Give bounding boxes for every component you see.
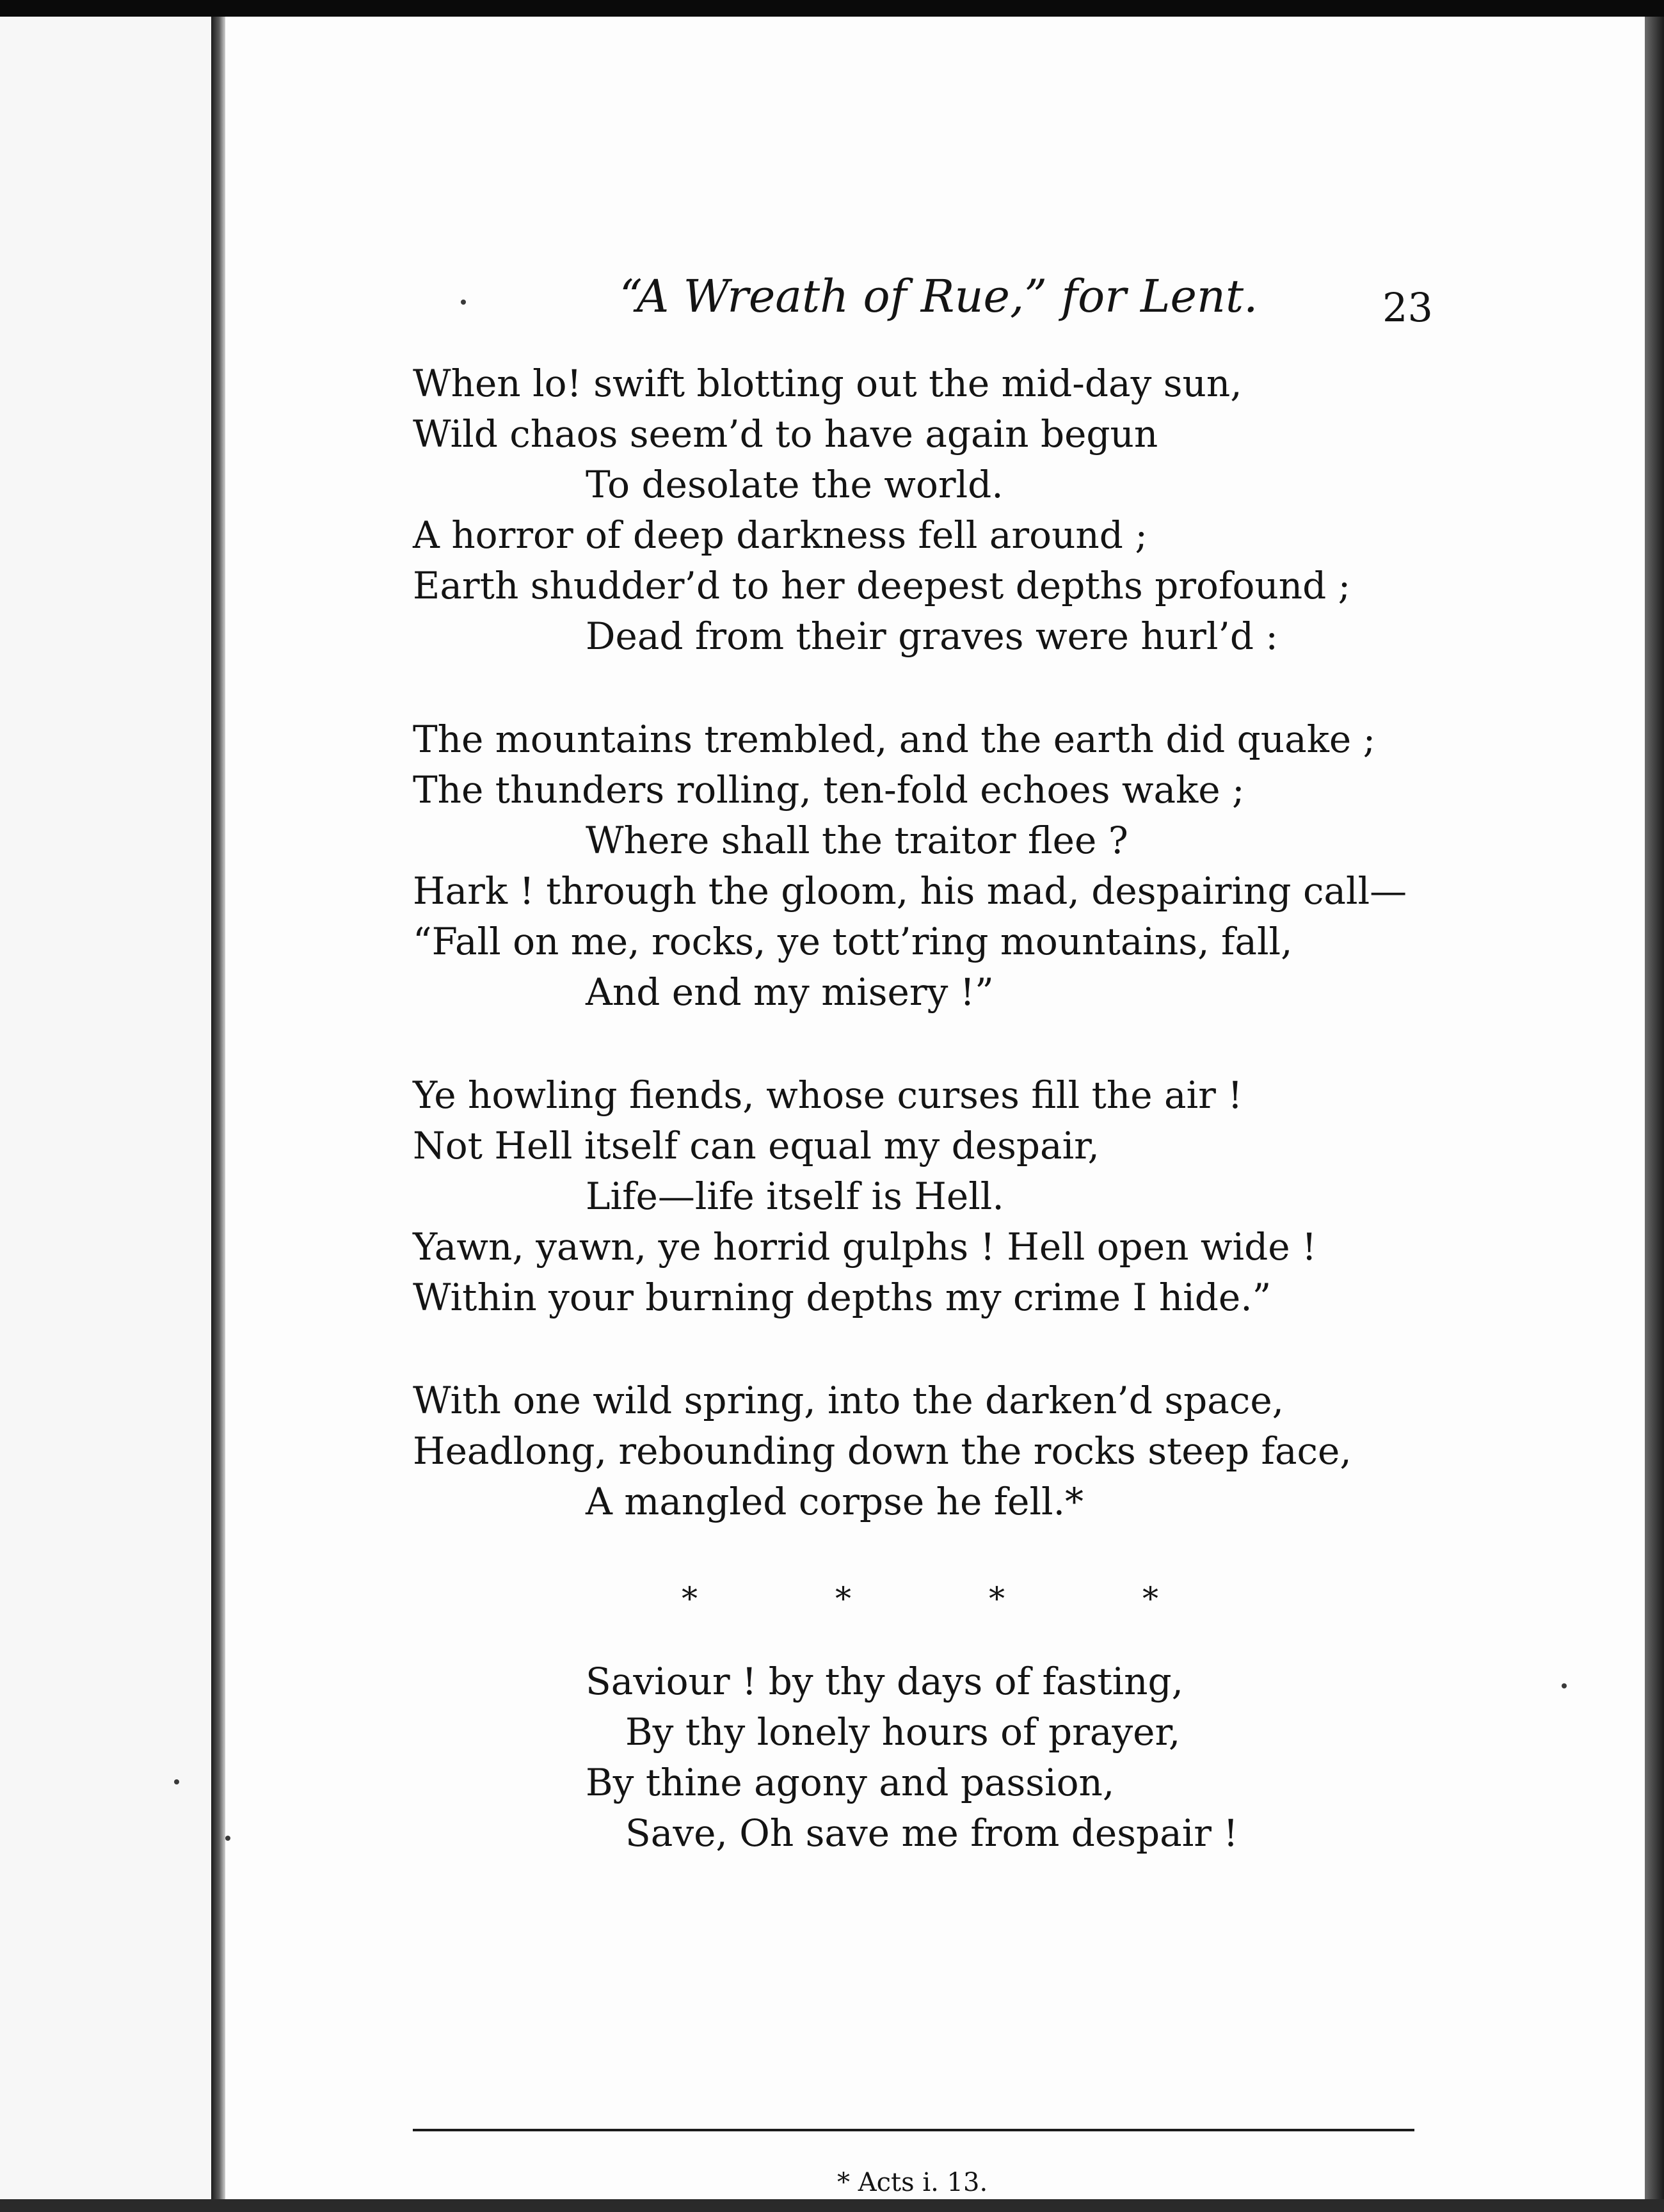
footnote: * Acts i. 13. (837, 2168, 988, 2197)
verse-line: The mountains trembled, and the earth did quake ; (413, 717, 1376, 761)
asterism-separator (413, 1580, 1450, 1618)
verse-line: Within your burning depths my crime I hide.” (413, 1276, 1272, 1319)
paper-speck (174, 1779, 179, 1784)
paper-speck (461, 300, 466, 305)
stanza-list (413, 358, 1450, 1527)
stanza (413, 358, 1450, 662)
verse-line: With one wild spring, into the darken’d space, (413, 1379, 1284, 1422)
scan-right-edge (1645, 17, 1664, 2212)
verse-line: “Fall on me, rocks, ye tott’ring mountains, fall, (413, 920, 1293, 963)
verse-line: Hark ! through the gloom, his mad, despairing call— (413, 869, 1407, 913)
scan-bottom-edge (0, 2199, 1664, 2212)
verse-line: Not Hell itself can equal my despair, (413, 1124, 1100, 1167)
verse-line: Headlong, rebounding down the rocks steep face, (413, 1429, 1352, 1473)
scan-top-edge (0, 0, 1664, 17)
verse-line: The thunders rolling, ten-fold echoes wake ; (413, 768, 1245, 812)
book-gutter (211, 17, 225, 2212)
asterisk: * (835, 1580, 851, 1617)
prayer-line: Save, Oh save me from despair ! (625, 1811, 1238, 1855)
prayer-line: Saviour ! by thy days of fasting, (586, 1660, 1184, 1703)
verse-line: A mangled corpse he fell.* (586, 1480, 1084, 1523)
paper-speck (1562, 1683, 1567, 1688)
stanza (413, 714, 1450, 1018)
running-title: “A Wreath of Rue,” for Lent. (620, 270, 1258, 323)
asterisk: * (1142, 1580, 1158, 1617)
prayer-line: By thy lonely hours of prayer, (625, 1710, 1181, 1754)
paper-speck (225, 1836, 230, 1841)
verse-line: Dead from their graves were hurl’d : (586, 614, 1278, 658)
asterisk: * (989, 1580, 1005, 1617)
footnote-rule (413, 2129, 1414, 2131)
verse-line: To desolate the world. (586, 463, 1004, 506)
verse-line: And end my misery !” (586, 970, 994, 1014)
verse-line: Where shall the traitor flee ? (586, 819, 1128, 862)
prayer-line: By thine agony and passion, (586, 1761, 1115, 1804)
verse-line: When lo! swift blotting out the mid-day sun, (413, 362, 1242, 405)
verse-line: Ye howling fiends, whose curses fill the air ! (413, 1073, 1243, 1117)
prayer-verse (413, 1656, 1450, 1859)
verse-line: A horror of deep darkness fell around ; (413, 513, 1148, 557)
verse-line: Wild chaos seem’d to have again begun (413, 412, 1158, 456)
stanza (413, 1375, 1450, 1527)
page-number: 23 (1382, 284, 1433, 331)
asterisk: * (682, 1580, 698, 1617)
verse-line: Earth shudder’d to her deepest depths profound ; (413, 564, 1351, 607)
facing-blank-page (0, 17, 211, 2212)
poem-body (413, 358, 1450, 1859)
verse-line: Life—life itself is Hell. (586, 1174, 1004, 1218)
verse-line: Yawn, yawn, ye horrid gulphs ! Hell open wide ! (413, 1225, 1317, 1269)
stanza (413, 1070, 1450, 1323)
